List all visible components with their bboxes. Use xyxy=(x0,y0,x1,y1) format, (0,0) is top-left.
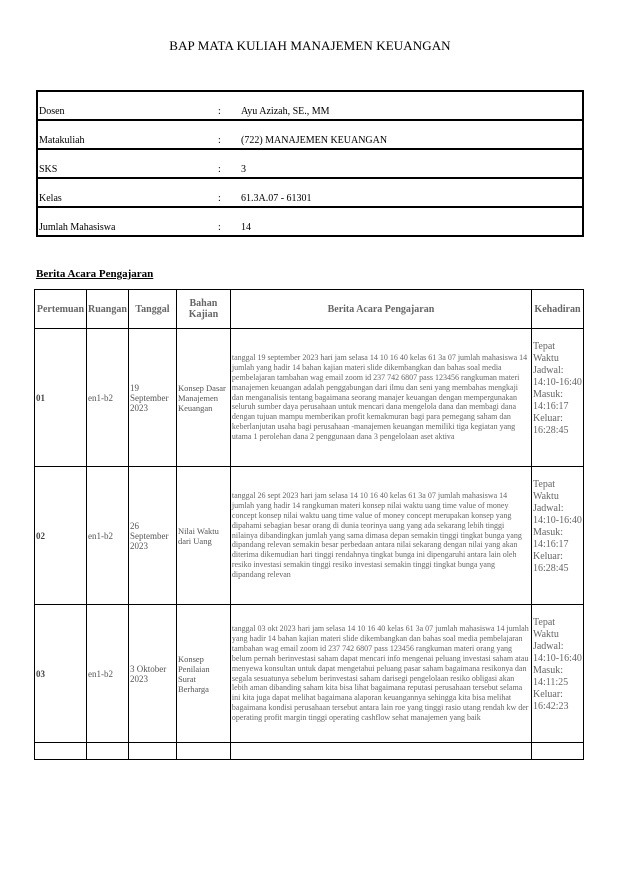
bap-table-container xyxy=(34,289,584,760)
info-row-sks xyxy=(37,149,583,178)
table-row xyxy=(35,329,584,467)
course-info-table xyxy=(36,90,584,237)
cell-ruangan: en1-b2 xyxy=(86,329,128,467)
cell-tanggal: 3 Oktober 2023 xyxy=(128,605,176,743)
info-label: Matakuliah xyxy=(37,120,217,149)
info-separator: : xyxy=(217,91,240,120)
info-separator: : xyxy=(217,120,240,149)
cell-ruangan: en1-b2 xyxy=(86,467,128,605)
table-row xyxy=(35,467,584,605)
info-row-kelas xyxy=(37,178,583,207)
info-label: Dosen xyxy=(37,91,217,120)
cell-pertemuan: 02 xyxy=(35,467,87,605)
cell-tanggal: 19 September 2023 xyxy=(128,329,176,467)
info-separator: : xyxy=(217,149,240,178)
info-value: 3 xyxy=(240,149,583,178)
header-berita-acara: Berita Acara Pengajaran xyxy=(230,290,531,329)
header-bahan-kajian: Bahan Kajian xyxy=(176,290,230,329)
empty-cell xyxy=(86,743,128,760)
table-header-row xyxy=(35,290,584,329)
bap-table xyxy=(34,289,584,760)
info-separator: : xyxy=(217,178,240,207)
info-value: (722) MANAJEMEN KEUANGAN xyxy=(240,120,583,149)
cell-kehadiran: Tepat Waktu Jadwal: 14:10-16:40 Masuk: 14:16:17 Keluar: 16:28:45 xyxy=(531,467,583,605)
header-kehadiran: Kehadiran xyxy=(531,290,583,329)
info-label: Jumlah Mahasiswa xyxy=(37,207,217,236)
empty-cell xyxy=(531,743,583,760)
empty-cell xyxy=(128,743,176,760)
table-row-continued xyxy=(35,743,584,760)
cell-berita-acara: tanggal 03 okt 2023 hari jam selasa 14 10 16 40 kelas 61 3a 07 jumlah mahasiswa 14 jumlah yang hadir 14 bahan kajian materi slide dikembangkan dan bahas soal media pembelajaran tambahan wag email zoom id 237 742 6807 pass 123456 rangkuman materi orang yang belum pernah berinvestasi saham dapat mencari info mengenai peluang investasi saham atau menyewa konsultan untuk dapat mengetahui peluang pasar saham bagaimana resikonya dan segala sesuatunya sebelum berinvestasi saham darisegi pengelolaan resiko obligasi akan lebih aman dibanding saham kita bisa lihat bagaimana reputasi perusahaan tersebut selama ini kita juga dapat melihat bagaimana alaporan keuangannya sehingga kita bisa melihat bagaimana kondisi perusahaan tersebut antara lain roe yang tinggi rasio utang rendah kw der operating profit margin tinggi operating cashflow sehat manajemen yang baik xyxy=(230,605,531,743)
empty-cell xyxy=(35,743,87,760)
cell-ruangan: en1-b2 xyxy=(86,605,128,743)
cell-bahan-kajian: Konsep Dasar Manajemen Keuangan xyxy=(176,329,230,467)
header-tanggal: Tanggal xyxy=(128,290,176,329)
table-row xyxy=(35,605,584,743)
empty-cell xyxy=(176,743,230,760)
page-title: BAP MATA KULIAH MANAJEMEN KEUANGAN xyxy=(169,38,451,53)
cell-pertemuan: 01 xyxy=(35,329,87,467)
info-row-matakuliah xyxy=(37,120,583,149)
cell-pertemuan: 03 xyxy=(35,605,87,743)
cell-bahan-kajian: Nilai Waktu dari Uang xyxy=(176,467,230,605)
info-value: Ayu Azizah, SE., MM xyxy=(240,91,583,120)
empty-cell xyxy=(230,743,531,760)
info-label: Kelas xyxy=(37,178,217,207)
info-row-jumlah-mahasiswa xyxy=(37,207,583,236)
info-value: 14 xyxy=(240,207,583,236)
info-value: 61.3A.07 - 61301 xyxy=(240,178,583,207)
cell-berita-acara: tanggal 19 september 2023 hari jam selasa 14 10 16 40 kelas 61 3a 07 jumlah mahasiswa 14 jumlah yang hadir 14 bahan kajian materi slide dikembangkan dan bahas soal media pembelajaran tambahan wag email zoom id 237 742 6807 pass 123456 rangkuman materi manajemen keuangan adalah penggabungan dari ilmu dan seni yang membahas mengkaji dan menganalisis tentang bagaimana seorang manajer keuangan dengan mempergunakan seluruh sumber daya perusahaan untuk mencari dana mengelola dana dan membagi dana dengan tujuan mampu memberikan profit kemakmuran bagi para pemegang saham dan keberlanjutan usaha bagi perusahaan -manajemen keuangan memiliki tiga kegiatan yang utama 1 perolehan dana 2 penggunaan dana 3 pengelolaan aset aktiva xyxy=(230,329,531,467)
header-pertemuan: Pertemuan xyxy=(35,290,87,329)
info-separator: : xyxy=(217,207,240,236)
info-label: SKS xyxy=(37,149,217,178)
cell-tanggal: 26 September 2023 xyxy=(128,467,176,605)
cell-bahan-kajian: Konsep Penilaian Surat Berharga xyxy=(176,605,230,743)
cell-kehadiran: Tepat Waktu Jadwal: 14:10-16:40 Masuk: 14:16:17 Keluar: 16:28:45 xyxy=(531,329,583,467)
cell-kehadiran: Tepat Waktu Jadwal: 14:10-16:40 Masuk: 14:11:25 Keluar: 16:42:23 xyxy=(531,605,583,743)
header-ruangan: Ruangan xyxy=(86,290,128,329)
section-title: Berita Acara Pengajaran xyxy=(36,268,154,280)
info-row-dosen xyxy=(37,91,583,120)
cell-berita-acara: tanggal 26 sept 2023 hari jam selasa 14 10 16 40 kelas 61 3a 07 jumlah mahasiswa 14 jumlah yang hadir 14 rangkuman materi konsep nilai waktu uang time value of money concept konsep nilai waktu uang time value of money concept merupakan konsep yang dipahami sebagian besar orang di dunia teorinya uang yang ada sekarang lebih tinggi nilainya dibandingkan jumlah yang sama dimasa depan semakin tinggi tingkat bunga yang dipandang relevan semakin besar perbedaan antara nilai sekarang dengan nilai yang akan diterima dikemudian hari tinggi rendahnya tingkat bunga ini dipengaruhi antara lain oleh resiko investasi semakin tinggi resiko investasi semakin tinggi tingkat bunga yang dipandang relevan xyxy=(230,467,531,605)
